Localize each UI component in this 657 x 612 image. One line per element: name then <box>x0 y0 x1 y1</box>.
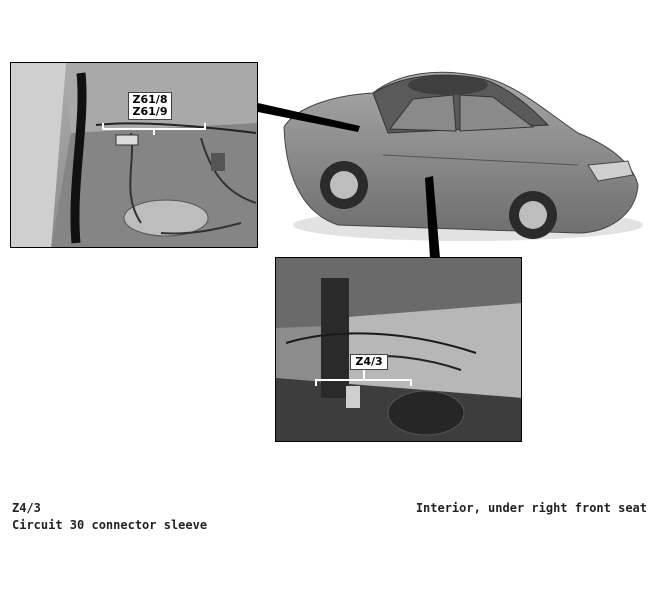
label-z4-3: Z4/3 <box>355 355 383 368</box>
seat-detail-photo <box>275 257 522 442</box>
car-illustration <box>278 65 646 249</box>
component-code: Z4/3 <box>12 501 41 515</box>
label-z61-9: Z61/9 <box>132 105 168 118</box>
car-drawing <box>278 65 646 249</box>
trunk-detail-photo <box>10 62 258 248</box>
seat-callout-label <box>350 354 388 370</box>
component-location: Interior, under right front seat <box>415 501 647 515</box>
trunk-callout-label <box>128 92 172 120</box>
component-name: Circuit 30 connector sleeve <box>12 518 208 532</box>
seat-photo-drawing <box>276 258 522 442</box>
trunk-photo-drawing <box>11 63 258 248</box>
label-z61-8: Z61/8 <box>132 93 168 106</box>
